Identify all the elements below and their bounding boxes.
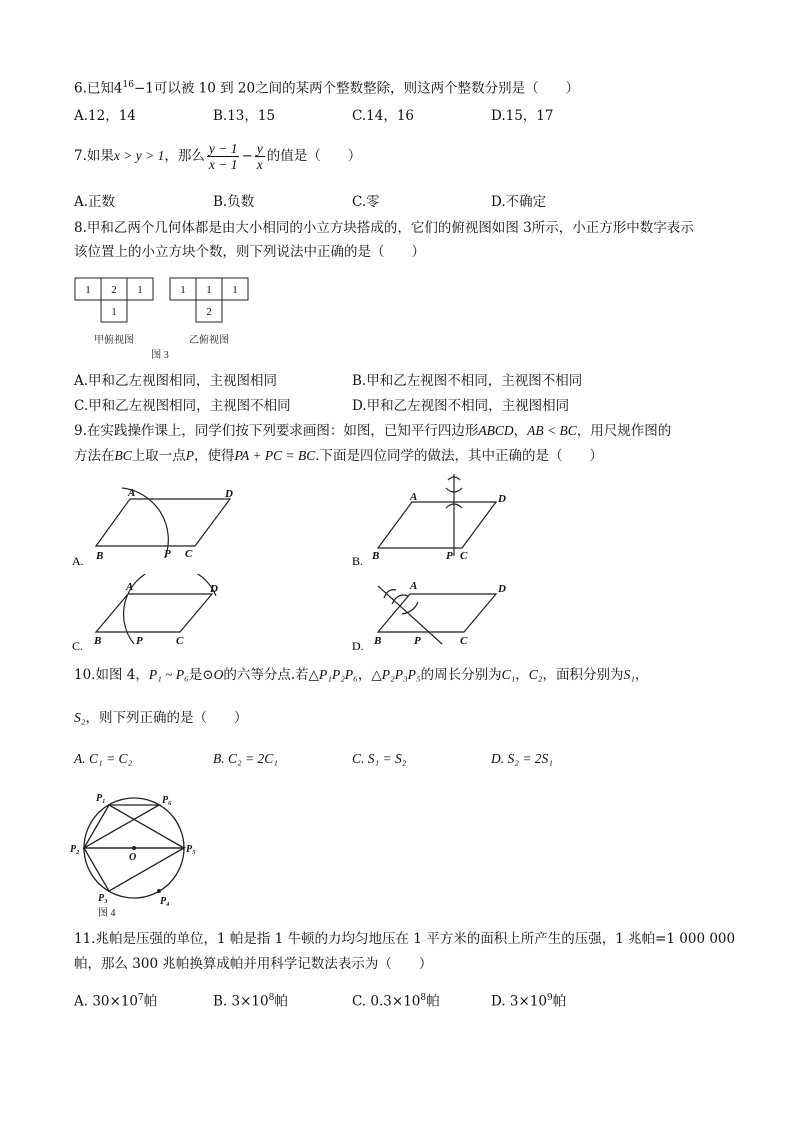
q10-line1-e: 的周长分别为 [420, 667, 502, 683]
q10-c2: C₂ [528, 667, 543, 682]
fig4-label-p4: P₄ [160, 896, 170, 907]
q11-line-2: 帕，那么 300 兆帕换算成帕并用科学记数法表示为（ ） [74, 956, 433, 972]
q11-b-label: B. 3×10 [213, 993, 269, 1010]
fig4-label-p2: P₂ [70, 844, 80, 855]
q10-option-b[interactable]: B. C₂ = 2C₁ [213, 751, 279, 766]
fig-a-label: A. [72, 554, 84, 568]
q10-line1-a: 10.如图 4， [74, 667, 149, 683]
q11-b-unit: 帕 [274, 993, 288, 1010]
fig-b-point-b: B [372, 550, 380, 562]
q9-line2-b: 上取一点 [131, 448, 186, 464]
q10-s2: S₂ [74, 710, 86, 725]
q7-fraction-2 [255, 141, 265, 172]
q8-line-1: 8.甲和乙两个几何体都是由大小相同的小立方块搭成的，它们的俯视图如图 3所示，小正方形中数字表示 [74, 220, 694, 236]
q9-equation: PA + PC = BC [234, 448, 316, 463]
figure-3 [70, 272, 260, 364]
q10-s1: S₁ [623, 667, 635, 682]
fig-a-point-d: D [225, 488, 233, 500]
q6-option-c[interactable]: C.14，16 [352, 108, 414, 124]
q9-figure-d[interactable] [348, 574, 528, 654]
q9-inequality: AB < BC [527, 423, 577, 438]
q7-condition: x > y > 1 [113, 148, 165, 163]
fig-c-point-p: P [136, 635, 143, 647]
fig4-label-p1: P₁ [96, 793, 106, 804]
q7-option-a[interactable]: A.正数 [74, 194, 116, 210]
q8-option-c[interactable]: C.甲和乙左视图相同，主视图不相同 [74, 398, 291, 414]
q9-line1-a: 9.在实践操作课上，同学们按下列要求画图：如图，已知平行四边形 [74, 423, 479, 439]
q10-triangle-1: P₁P₂P₆ [319, 667, 358, 682]
q10-line1-f: ，面积分别为 [542, 667, 624, 683]
q8-option-a[interactable]: A.甲和乙左视图相同，主视图相同 [74, 373, 278, 389]
q7-frac1-denominator: x − 1 [208, 157, 238, 172]
q7-option-d[interactable]: D.不确定 [491, 194, 547, 210]
q7-mid: ，那么 [164, 148, 205, 164]
fig-a-point-c: C [185, 548, 193, 560]
q6-option-d[interactable]: D.15，17 [491, 108, 554, 124]
q6-exponent: 16 [122, 80, 134, 90]
jia-num-1: 1 [85, 284, 91, 296]
q11-option-b[interactable] [213, 989, 288, 1011]
fig-c-point-c: C [176, 635, 184, 647]
figure-3-caption: 图 3 [151, 350, 169, 361]
q11-d-label: D. 3×10 [491, 993, 548, 1010]
yi-num-2: 1 [206, 284, 212, 296]
fig-c-point-b: B [94, 635, 102, 647]
fig-a-point-b: B [96, 550, 104, 562]
q6-option-b[interactable]: B.13，15 [213, 108, 276, 124]
q9-p: P [185, 448, 195, 463]
fig-c-label: C. [72, 639, 84, 653]
fig-d-point-b: B [374, 635, 382, 647]
q9-figure-c[interactable] [70, 574, 250, 654]
q9-figure-a[interactable] [70, 484, 250, 570]
yi-num-1: 1 [180, 284, 186, 296]
fig-d-point-d: D [498, 583, 506, 595]
q10-c1: C₁ [501, 667, 516, 682]
yi-num-4: 2 [206, 306, 212, 318]
q10-option-d[interactable]: D. S₂ = 2S₁ [491, 751, 553, 766]
q6-lead: 6.已知4 [74, 80, 123, 97]
fig-d-point-c: C [460, 635, 468, 647]
fig-c-point-d: D [210, 583, 218, 595]
fig-d-point-a: A [410, 580, 418, 592]
q7-minus: − [241, 148, 253, 164]
q10-option-a[interactable]: A. C₁ = C₂ [74, 751, 133, 766]
q9-line-1 [74, 422, 671, 440]
fig-b-label: B. [352, 554, 364, 568]
jia-view-label: 甲俯视图 [94, 335, 134, 346]
q9-line2-a: 方法在 [74, 448, 115, 464]
q10-o: O [213, 667, 224, 682]
jia-num-3: 1 [137, 284, 143, 296]
fig4-label-p3: P₃ [98, 893, 108, 904]
yi-num-3: 1 [232, 284, 238, 296]
q11-a-unit: 帕 [143, 993, 158, 1010]
q10-line-1 [74, 666, 648, 684]
q9-line2-d: .下面是四位同学的做法，其中正确的是（ ） [315, 448, 604, 464]
q11-c-unit: 帕 [426, 993, 440, 1010]
q7-frac1-numerator: y − 1 [208, 141, 238, 156]
fig-b-point-d: D [498, 493, 506, 505]
q7-lead: 7.如果 [74, 148, 114, 164]
q10-line1-c: 的六等分点.若△ [223, 667, 320, 683]
q11-c-exp: 8 [420, 993, 427, 1003]
q11-a-exp: 7 [138, 993, 144, 1003]
fig-a-point-a: A [128, 487, 136, 499]
q11-line-1: 11.兆帕是压强的单位，1 帕是指 1 牛顿的力均匀地压在 1 平方米的面积上所产生的压强，1 兆帕=1 000 000 [74, 931, 736, 947]
fig-d-point-p: P [414, 635, 421, 647]
q10-line1-b: 是⊙ [188, 667, 214, 683]
q10-range: P₁ ~ P₆ [148, 667, 189, 682]
question-7-stem [74, 139, 361, 173]
q10-triangle-2: P₂P₃P₅ [381, 667, 421, 682]
q11-c-label: C. 0.3×10 [352, 993, 421, 1010]
q10-option-c[interactable]: C. S₁ = S₂ [352, 751, 407, 766]
figure-4 [70, 786, 210, 920]
q8-option-b[interactable]: B.甲和乙左视图不相同，主视图不相同 [352, 373, 583, 389]
fig4-label-p6: P₆ [162, 795, 172, 806]
q8-line-2: 该位置上的小立方块个数，则下列说法中正确的是（ ） [74, 244, 425, 260]
q9-figure-b[interactable] [348, 470, 528, 570]
q7-frac2-numerator: y [256, 141, 263, 156]
q11-a-label: A. 30×10 [74, 993, 138, 1010]
q10-sep-2: ， [634, 667, 649, 683]
q11-d-unit: 帕 [552, 993, 567, 1010]
q7-option-b[interactable]: B.负数 [213, 194, 255, 210]
q10-line-2 [74, 709, 247, 727]
fig-d-label: D. [352, 639, 364, 653]
fig-a-point-p: P [164, 548, 171, 560]
q9-abcd: ABCD [478, 423, 514, 438]
q9-sep: ， [513, 423, 528, 439]
q7-fraction-1 [207, 141, 240, 172]
fig-b-point-c: C [460, 550, 468, 562]
fig4-label-p5: P₅ [186, 844, 196, 855]
q11-option-a[interactable] [74, 989, 157, 1011]
q10-line2-b: ，则下列正确的是（ ） [85, 710, 248, 726]
q9-bc: BC [114, 448, 132, 463]
jia-num-2: 2 [111, 284, 117, 296]
jia-num-4: 1 [111, 306, 117, 318]
yi-view-label: 乙俯视图 [189, 335, 229, 346]
figure-4-caption: 图 4 [98, 908, 116, 919]
q10-sep: ， [515, 667, 529, 683]
q9-line1-b: ，用尺规作图的 [576, 423, 672, 439]
q9-line-2 [74, 447, 603, 465]
q6-tail: −1可以被 10 到 20之间的某两个整数整除，则这两个整数分别是（ ） [133, 80, 580, 97]
q7-tail: 的值是（ ） [266, 148, 362, 164]
q11-option-c[interactable] [352, 989, 440, 1011]
q11-d-exp: 9 [547, 993, 553, 1003]
fig4-label-o: O [129, 852, 137, 863]
q9-line2-c: ，使得 [194, 448, 235, 464]
q10-line1-d: ，△ [357, 667, 382, 683]
q11-option-d[interactable] [491, 989, 566, 1011]
fig-c-point-a: A [126, 581, 134, 593]
q7-option-c[interactable]: C.零 [352, 194, 380, 210]
fig-b-point-a: A [410, 491, 418, 503]
question-6-stem [74, 76, 579, 98]
q11-b-exp: 8 [268, 993, 275, 1003]
fig-b-point-p: P [446, 550, 453, 562]
q7-frac2-denominator: x [256, 157, 263, 172]
q8-option-d[interactable]: D.甲和乙左视图不相同，主视图相同 [352, 398, 570, 414]
q6-option-a[interactable]: A.12，14 [74, 108, 136, 124]
